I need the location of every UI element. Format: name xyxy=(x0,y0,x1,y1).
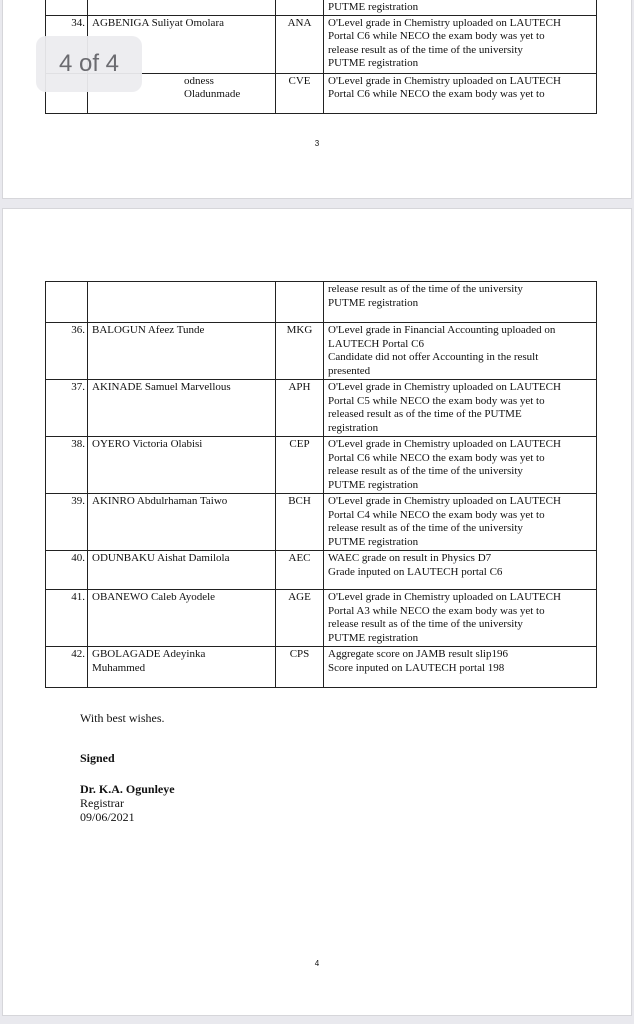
course-code: CEP xyxy=(276,437,324,494)
remark: release result as of the time of the university PUTME registration xyxy=(324,282,597,323)
row-number: 40. xyxy=(46,551,88,590)
candidate-name: BALOGUN Afeez Tunde xyxy=(88,323,276,380)
page-counter-badge: 4 of 4 xyxy=(36,36,142,92)
candidate-name: OBANEWO Caleb Ayodele xyxy=(88,590,276,647)
course-code: CPS xyxy=(276,647,324,688)
candidate-name xyxy=(88,0,276,15)
table-row xyxy=(46,590,597,647)
course-code xyxy=(276,0,324,15)
table-row xyxy=(46,437,597,494)
document-page-4 xyxy=(2,208,632,1016)
course-code: AGE xyxy=(276,590,324,647)
row-number: 42. xyxy=(46,647,88,688)
candidate-name xyxy=(88,282,276,323)
course-code: BCH xyxy=(276,494,324,551)
candidate-name: AKINADE Samuel Marvellous xyxy=(88,380,276,437)
row-number: 36. xyxy=(46,323,88,380)
page-number: 3 xyxy=(314,139,320,148)
closing-greeting: With best wishes. xyxy=(80,711,165,725)
candidate-name: odness Oladunmade xyxy=(88,73,276,113)
remark: O'Level grade in Chemistry uploaded on LAUTECH Portal A3 while NECO the exam body was yet to release result as of the time of the university PUTME registration xyxy=(324,590,597,647)
course-code: APH xyxy=(276,380,324,437)
candidate-name: OYERO Victoria Olabisi xyxy=(88,437,276,494)
remark: Aggregate score on JAMB result slip196 Score inputed on LAUTECH portal 198 xyxy=(324,647,597,688)
table-row xyxy=(46,0,597,15)
course-code xyxy=(276,282,324,323)
candidate-name: GBOLAGADE Adeyinka Muhammed xyxy=(88,647,276,688)
remark: O'Level grade in Chemistry uploaded on LAUTECH Portal C4 while NECO the exam body was yet to release result as of the time of the university PUTME registration xyxy=(324,494,597,551)
remark: O'Level grade in Chemistry uploaded on LAUTECH Portal C5 while NECO the exam body was yet to released result as of the time of the PUTME registration xyxy=(324,380,597,437)
row-number: 41. xyxy=(46,590,88,647)
table-row xyxy=(46,551,597,590)
signed-label: Signed xyxy=(80,751,115,765)
letter-date: 09/06/2021 xyxy=(80,810,135,824)
remark: O'Level grade in Financial Accounting uploaded on LAUTECH Portal C6 Candidate did not offer Accounting in the result presented xyxy=(324,323,597,380)
row-number: 39. xyxy=(46,494,88,551)
remark: O'Level grade in Chemistry uploaded on LAUTECH Portal C6 while NECO the exam body was yet to release result as of the time of the university PUTME registration xyxy=(324,437,597,494)
course-code: ANA xyxy=(276,15,324,73)
remark: O'Level grade in Chemistry uploaded on LAUTECH Portal C6 while NECO the exam body was yet to xyxy=(324,73,597,113)
signatory-name: Dr. K.A. Ogunleye xyxy=(80,782,175,796)
table-row xyxy=(46,380,597,437)
page-number: 4 xyxy=(314,959,320,968)
candidate-name: AKINRO Abdulrhaman Taiwo xyxy=(88,494,276,551)
row-number: 37. xyxy=(46,380,88,437)
remark: O'Level grade in Chemistry uploaded on LAUTECH Portal C6 while NECO the exam body was yet to release result as of the time of the university PUTME registration xyxy=(324,15,597,73)
course-code: CVE xyxy=(276,73,324,113)
document-page-3 xyxy=(2,0,632,199)
candidate-name: ODUNBAKU Aishat Damilola xyxy=(88,551,276,590)
row-number xyxy=(46,282,88,323)
remark: PUTME registration xyxy=(324,0,597,15)
row-number xyxy=(46,0,88,15)
signatory-title: Registrar xyxy=(80,796,124,810)
table-row xyxy=(46,647,597,688)
course-code: MKG xyxy=(276,323,324,380)
candidate-name: AGBENIGA Suliyat Omolara xyxy=(88,15,276,73)
results-table-page-4 xyxy=(45,281,597,688)
remark: WAEC grade on result in Physics D7 Grade inputed on LAUTECH portal C6 xyxy=(324,551,597,590)
course-code: AEC xyxy=(276,551,324,590)
table-row xyxy=(46,282,597,323)
row-number: 38. xyxy=(46,437,88,494)
table-row xyxy=(46,323,597,380)
row-number: 34. xyxy=(46,15,88,73)
table-row xyxy=(46,494,597,551)
